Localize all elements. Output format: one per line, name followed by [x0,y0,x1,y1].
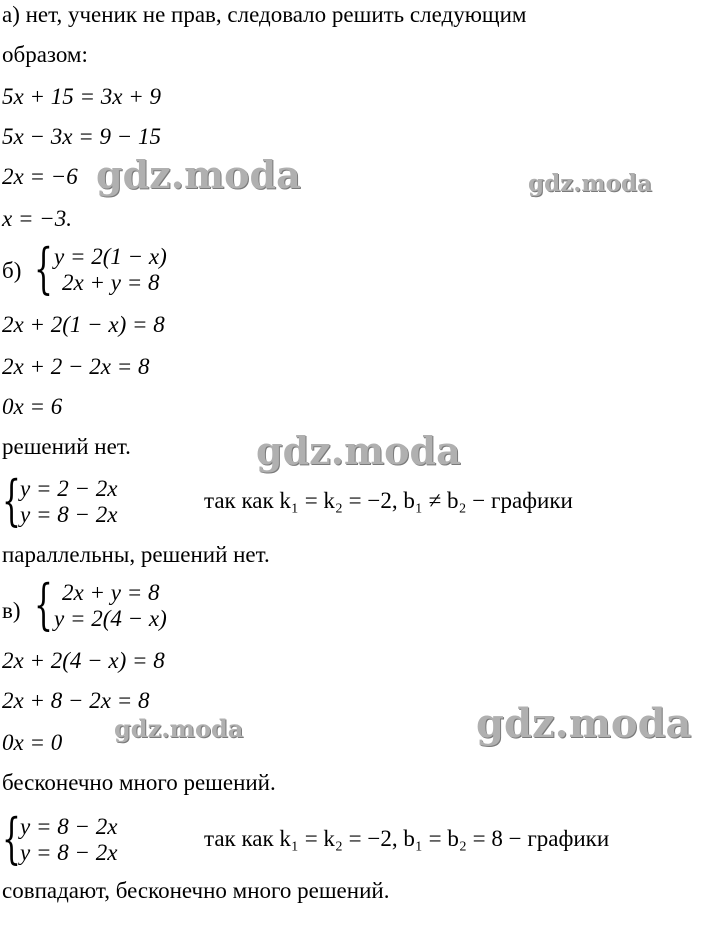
system-row: 2x + y = 8 [62,270,160,295]
system-row: y = 2(4 − x) [54,606,167,631]
system-row: y = 2 − 2x [20,476,118,501]
text-line: образом: [2,42,88,67]
text-line: решений нет. [2,434,131,459]
text-line: бесконечно много решений. [2,770,276,795]
equation: 5x − 3x = 9 − 15 [2,124,161,149]
equation: 2x + 2(1 − x) = 8 [2,312,165,337]
part-label: в) [2,598,21,623]
watermark: gdz.moda [476,700,692,747]
part-label: б) [2,258,22,283]
explanation: так как k₁ = k₂ = −2, b₁ ≠ b₂ − графики [204,488,573,513]
equation: 2x = −6 [2,164,78,189]
brace-icon: { [2,469,21,532]
text-line: а) нет, ученик не прав, следовало решить следующим [2,2,527,27]
system-row: 2x + y = 8 [62,580,160,605]
equation: 2x + 2(4 − x) = 8 [2,648,165,673]
text-line: параллельны, решений нет. [2,542,270,567]
watermark: gdz.moda [114,714,244,743]
equation: 2x + 8 − 2x = 8 [2,688,150,713]
system-row: y = 8 − 2x [20,502,118,527]
equation: 5x + 15 = 3x + 9 [2,84,161,109]
system-row: y = 8 − 2x [20,840,118,865]
brace-icon: { [34,573,53,636]
watermark: gdz.moda [96,152,301,197]
explanation: так как k₁ = k₂ = −2, b₁ = b₂ = 8 − графики [204,826,610,851]
equation: 0x = 0 [2,730,63,755]
brace-icon: { [34,237,53,300]
equation: x = −3. [2,206,72,231]
system-row: y = 8 − 2x [20,814,118,839]
system-row: y = 2(1 − x) [54,244,167,269]
equation: 0x = 6 [2,394,63,419]
brace-icon: { [2,807,21,870]
equation: 2x + 2 − 2x = 8 [2,354,150,379]
watermark: gdz.moda [256,428,461,473]
text-line: совпадают, бесконечно много решений. [2,878,390,903]
watermark: gdz.moda [528,170,652,197]
